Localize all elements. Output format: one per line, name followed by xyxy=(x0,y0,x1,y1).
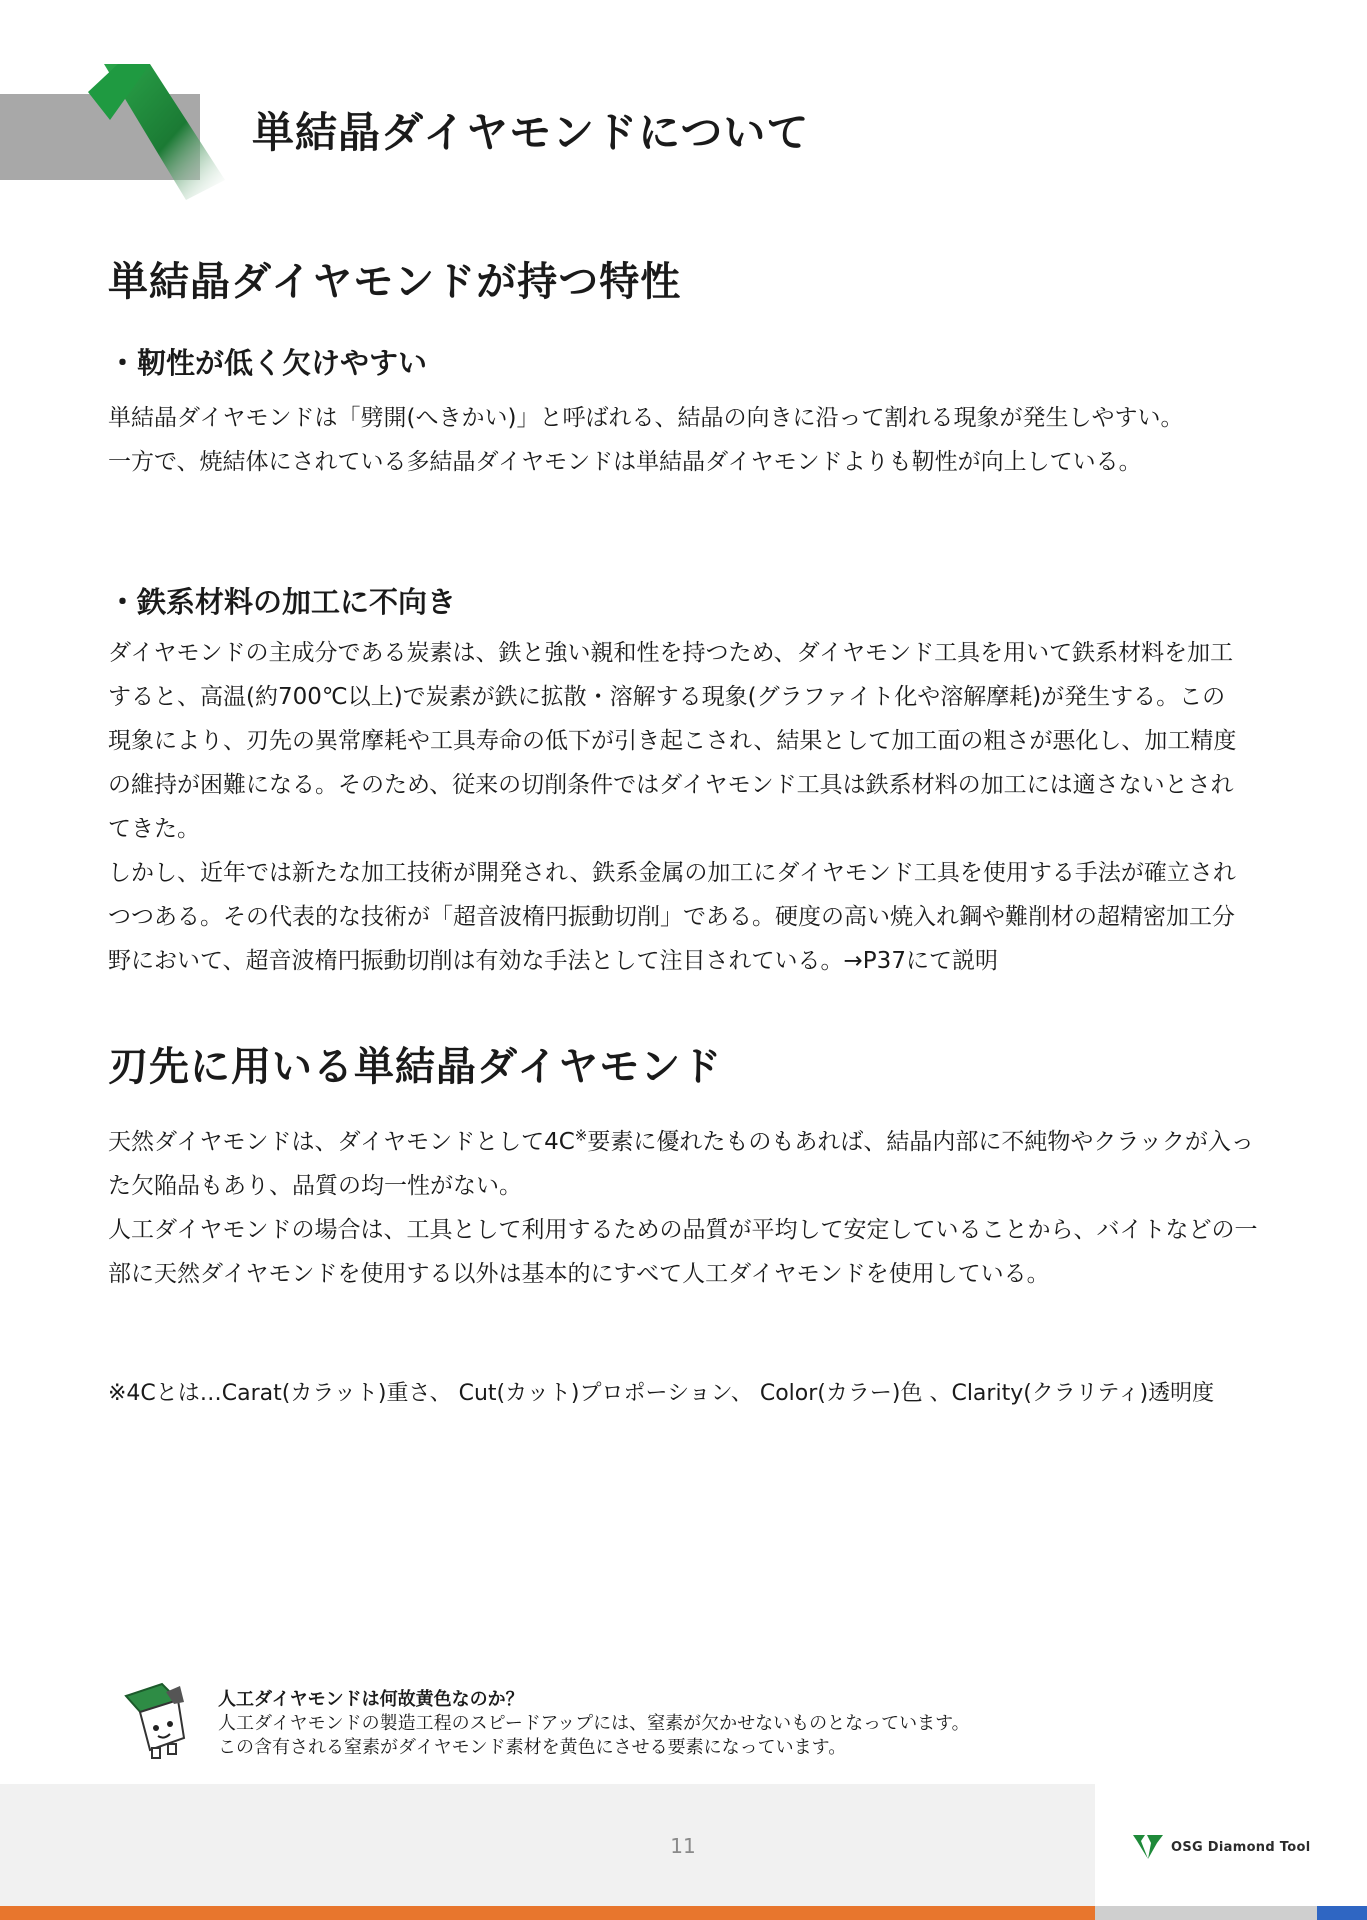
subsection-title-toughness: ・靭性が低く欠けやすい xyxy=(108,346,428,380)
footer-bar-gray xyxy=(1095,1906,1317,1920)
footnote-4c: ※4Cとは…Carat(カラット)重さ、 Cut(カット)プロポーション、 Color(カラー)色 、Clarity(クラリティ)透明度 xyxy=(108,1381,1215,1406)
text-line: 人工ダイヤモンドの場合は、工具として利用するための品質が平均して安定していることから、バイトなどの一 xyxy=(108,1217,1258,1243)
main-content xyxy=(108,240,1268,1407)
tip-text xyxy=(218,1688,970,1760)
text-line: 野において、超音波楕円振動切削は有効な手法として注目されている。→P37にて説明 xyxy=(108,948,998,974)
text-line xyxy=(108,1120,1268,1164)
page-footer xyxy=(0,1784,1367,1920)
text-line: 現象により、刃先の異常摩耗や工具寿命の低下が引き起こされ、結果として加工面の粗さが悪化し、加工精度 xyxy=(108,728,1237,754)
section-title-single-crystal: 刃先に用いる単結晶ダイヤモンド xyxy=(108,1044,723,1090)
text-line: の維持が困難になる。そのため、従来の切削条件ではダイヤモンド工具は鉄系材料の加工には適さないとされ xyxy=(108,772,1234,798)
text-line: た欠陥品もあり、品質の均一性がない。 xyxy=(108,1173,522,1199)
company-logo xyxy=(1131,1832,1310,1862)
tip-line: 人工ダイヤモンドの製造工程のスピードアップには、窒素が欠かせないものとなっています。 xyxy=(218,1713,970,1734)
footer-bar-blue xyxy=(1317,1906,1367,1920)
text-segment: 要素に優れたものもあれば、結晶内部に不純物やクラックが入っ xyxy=(587,1129,1254,1155)
paragraph-ferrous xyxy=(108,631,1268,983)
tip-title: 人工ダイヤモンドは何故黄色なのか？ xyxy=(218,1689,524,1710)
text-segment: 天然ダイヤモンドは、ダイヤモンドとして4C xyxy=(108,1129,575,1155)
diamond-logo-icon xyxy=(1131,1833,1165,1861)
footer-left-panel xyxy=(0,1784,1095,1906)
page-title: 単結晶ダイヤモンドについて xyxy=(252,108,810,157)
subsection-title-ferrous: ・鉄系材料の加工に不向き xyxy=(108,585,457,619)
paragraph-single-crystal xyxy=(108,1120,1268,1296)
text-line: 単結晶ダイヤモンドは「劈開(へきかい)」と呼ばれる、結晶の向きに沿って割れる現象が発生しやすい。 xyxy=(108,405,1184,431)
text-line: すると、高温(約700℃以上)で炭素が鉄に拡散・溶解する現象(グラファイト化や溶解摩耗)が発生する。この xyxy=(108,684,1226,710)
text-line: 部に天然ダイヤモンドを使用する以外は基本的にすべて人工ダイヤモンドを使用している。 xyxy=(108,1261,1050,1287)
footer-right-panel xyxy=(1095,1784,1367,1906)
mascot-icon xyxy=(118,1678,204,1764)
text-line: ダイヤモンドの主成分である炭素は、鉄と強い親和性を持つため、ダイヤモンド工具を用いて鉄系材料を加工 xyxy=(108,640,1234,666)
page-number: 11 xyxy=(670,1834,696,1858)
text-line: つつある。その代表的な技術が「超音波楕円振動切削」である。硬度の高い焼入れ鋼や難削材の超精密加工分 xyxy=(108,904,1235,930)
footnote-mark: ※ xyxy=(574,1126,588,1145)
footer-bar-orange xyxy=(0,1906,1095,1920)
section-title-characteristics: 単結晶ダイヤモンドが持つ特性 xyxy=(108,259,682,305)
tip-box xyxy=(118,1678,1118,1764)
page-header xyxy=(0,0,1367,210)
tip-line: この含有される窒素がダイヤモンド素材を黄色にさせる要素になっています。 xyxy=(218,1737,847,1758)
text-line: 一方で、焼結体にされている多結晶ダイヤモンドは単結晶ダイヤモンドよりも靭性が向上している。 xyxy=(108,449,1142,475)
paragraph-toughness xyxy=(108,396,1268,484)
logo-text: OSG Diamond Tool xyxy=(1171,1839,1311,1855)
text-line: てきた。 xyxy=(108,816,200,842)
text-line: しかし、近年では新たな加工技術が開発され、鉄系金属の加工にダイヤモンド工具を使用する手法が確立され xyxy=(108,860,1236,886)
